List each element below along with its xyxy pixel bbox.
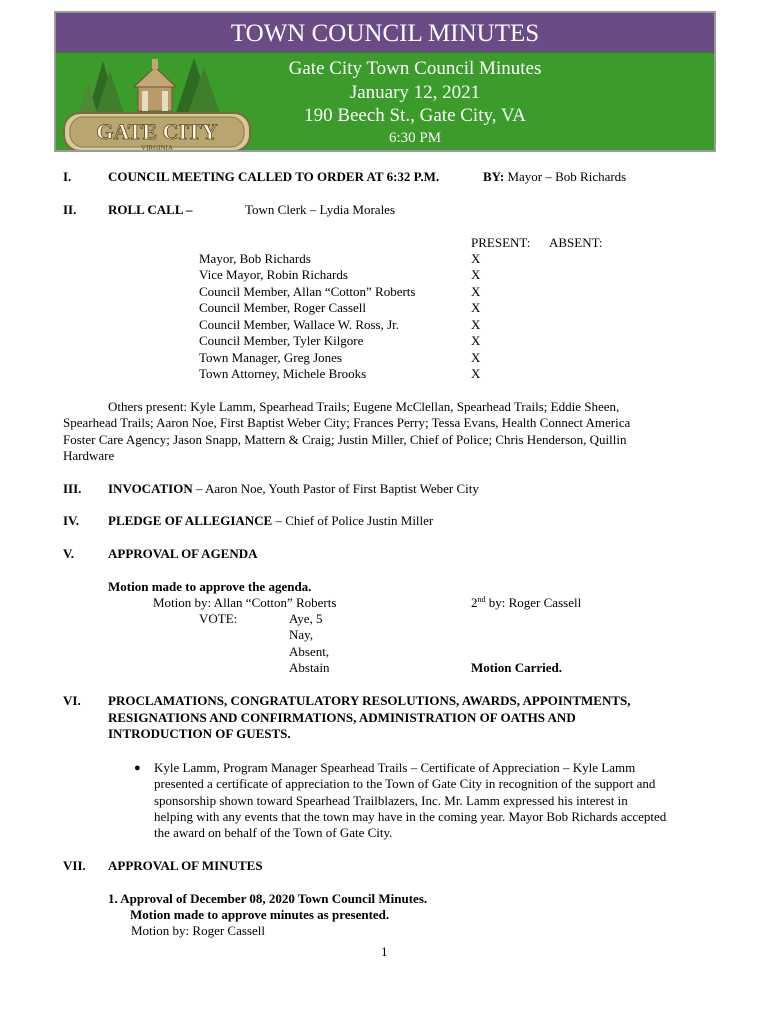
logo-text: GATE CITY: [96, 119, 218, 144]
town-clerk: Town Clerk – Lydia Morales: [245, 202, 396, 217]
motion-result: Motion Carried.: [471, 660, 562, 675]
agenda-motion-by: Motion by: Allan “Cotton” Roberts: [153, 595, 337, 610]
header-banner: [54, 11, 716, 152]
member-present: X: [471, 284, 481, 299]
member-name: Council Member, Wallace W. Ross, Jr.: [199, 317, 400, 332]
member-present: X: [471, 366, 481, 381]
others-present-line-3: Foster Care Agency; Jason Snapp, Mattern & Craig; Justin Miller, Chief of Police; Chris Henderson, Quillin: [63, 432, 627, 447]
logo-subtext: VIRGINIA: [141, 144, 173, 152]
proclamation-line-4: helping with any events that the town may have in the coming year. Mayor Bob Richards accepted: [154, 809, 667, 824]
banner-line-4: 6:30 PM: [388, 129, 442, 146]
section-6-number: VI.: [63, 693, 81, 708]
agenda-second-by: 2nd by: Roger Cassell: [471, 595, 582, 610]
proclamation-line-5: the award on behalf of the Town of Gate City.: [154, 825, 393, 840]
vote-abstain: Abstain: [289, 660, 330, 675]
member-present: X: [471, 300, 481, 315]
member-name: Council Member, Tyler Kilgore: [199, 333, 364, 348]
member-name: Council Member, Roger Cassell: [199, 300, 367, 315]
proclamation-line-1: Kyle Lamm, Program Manager Spearhead Trails – Certificate of Appreciation – Kyle Lamm: [154, 760, 636, 775]
others-present-line-2: Spearhead Trails; Aaron Noe, First Baptist Weber City; Frances Perry; Tessa Evans, Health Connect America: [63, 415, 631, 430]
proclamation-line-3: sponsorship shown toward Spearhead Trailblazers, Inc. Mr. Lamm expressed his interest in: [154, 793, 628, 808]
member-present: X: [471, 251, 481, 266]
vote-absent: Absent,: [289, 644, 330, 659]
member-present: X: [471, 350, 481, 365]
vote-label: VOTE:: [199, 611, 238, 626]
banner-line-2: January 12, 2021: [349, 81, 481, 103]
section-7-number: VII.: [63, 858, 86, 873]
present-header: PRESENT:: [471, 235, 531, 250]
section-1-number: I.: [63, 169, 72, 184]
section-5-number: V.: [63, 546, 74, 561]
section-6-title-line-1: PROCLAMATIONS, CONGRATULATORY RESOLUTIONS, AWARDS, APPOINTMENTS,: [108, 693, 631, 708]
by-value: Mayor – Bob Richards: [507, 169, 627, 184]
member-present: X: [471, 333, 481, 348]
minutes-motion-title: Motion made to approve minutes as presented.: [130, 907, 390, 922]
minutes-item-title: 1. Approval of December 08, 2020 Town Council Minutes.: [108, 891, 428, 906]
banner-info: [56, 57, 714, 148]
others-present-line-4: Hardware: [63, 448, 115, 463]
member-name: Mayor, Bob Richards: [199, 251, 311, 266]
page-number: 1: [381, 944, 388, 959]
section-4-title: PLEDGE OF ALLEGIANCE: [108, 513, 273, 528]
section-3-line: [108, 481, 479, 498]
section-3-title: INVOCATION: [108, 481, 193, 496]
member-name: Town Manager, Greg Jones: [199, 350, 342, 365]
section-1-title: COUNCIL MEETING CALLED TO ORDER AT 6:32 P.M.: [108, 169, 440, 184]
others-present-line-1: Others present: Kyle Lamm, Spearhead Trails; Eugene McClellan, Spearhead Trails; Eddie Sheen,: [108, 399, 620, 414]
banner-line-3: 190 Beech St., Gate City, VA: [304, 105, 526, 126]
section-3-detail: – Aaron Noe, Youth Pastor of First Baptist Weber City: [192, 481, 479, 496]
bullet-dot-icon: ●: [134, 762, 141, 774]
vote-aye: Aye, 5: [289, 611, 323, 626]
member-present: X: [471, 267, 481, 282]
section-3-number: III.: [63, 481, 82, 496]
by-label: BY:: [483, 169, 505, 184]
agenda-motion-title: Motion made to approve the agenda.: [108, 579, 312, 594]
member-name: Council Member, Allan “Cotton” Roberts: [199, 284, 416, 299]
member-name: Vice Mayor, Robin Richards: [199, 267, 348, 282]
banner-title: TOWN COUNCIL MINUTES: [56, 13, 714, 52]
vote-nay: Nay,: [289, 627, 314, 642]
absent-header: ABSENT:: [549, 235, 603, 250]
member-present: X: [471, 317, 481, 332]
section-4-line: [108, 513, 433, 530]
section-2-number: II.: [63, 202, 77, 217]
banner-line-1: Gate City Town Council Minutes: [288, 58, 542, 79]
section-4-detail: – Chief of Police Justin Miller: [272, 513, 434, 528]
proclamation-line-2: presented a certificate of appreciation to the Town of Gate City in recognition of the support and: [154, 776, 656, 791]
section-4-number: IV.: [63, 513, 80, 528]
section-1-by: [483, 169, 626, 186]
section-5-title: APPROVAL OF AGENDA: [108, 546, 258, 561]
section-2-title: ROLL CALL –: [108, 202, 193, 217]
section-6-title-line-3: INTRODUCTION OF GUESTS.: [108, 726, 291, 741]
section-7-title: APPROVAL OF MINUTES: [108, 858, 263, 873]
minutes-motion-by: Motion by: Roger Cassell: [131, 923, 265, 938]
section-6-title-line-2: RESIGNATIONS AND CONFIRMATIONS, ADMINISTRATION OF OATHS AND: [108, 710, 576, 725]
member-name: Town Attorney, Michele Brooks: [199, 366, 367, 381]
banner-body: [56, 52, 714, 152]
